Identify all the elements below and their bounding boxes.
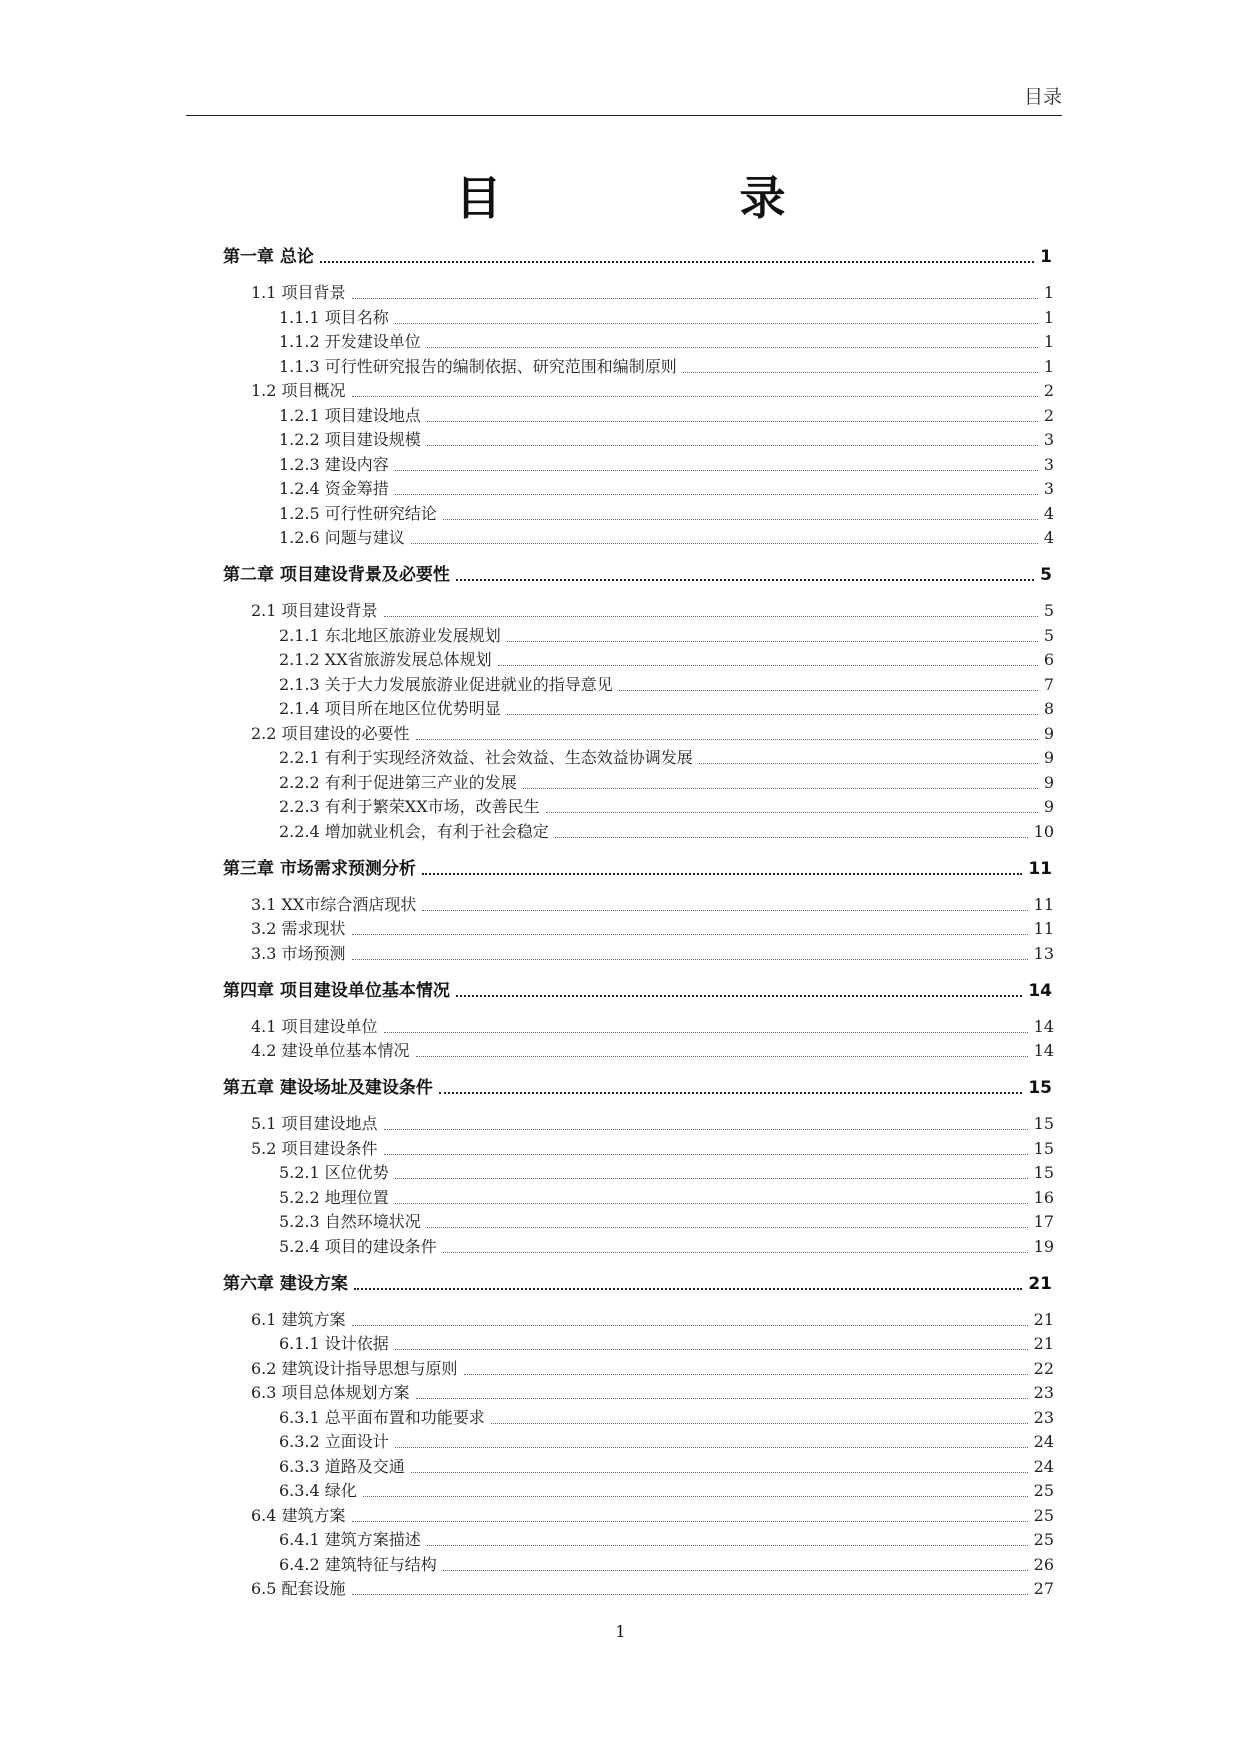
toc-entry-page: 14 xyxy=(1033,1016,1054,1036)
toc-entry[interactable] xyxy=(279,794,1054,818)
toc-entry[interactable] xyxy=(279,1552,1054,1576)
toc-entry[interactable] xyxy=(279,354,1054,378)
toc-dot-leader xyxy=(422,873,1022,875)
toc-dot-leader xyxy=(619,690,1038,691)
toc-entry-title: 6.3.4 绿化 xyxy=(279,1481,357,1500)
toc-entry-title: 6.1 建筑方案 xyxy=(251,1309,346,1329)
toc-entry[interactable] xyxy=(279,1160,1054,1184)
toc-entry[interactable] xyxy=(251,1307,1054,1331)
toc-entry-page: 5 xyxy=(1040,565,1052,585)
toc-dot-leader xyxy=(427,445,1038,446)
toc-dot-leader xyxy=(411,543,1038,544)
toc-entry-page: 1 xyxy=(1043,332,1054,351)
toc-entry[interactable] xyxy=(279,501,1054,525)
toc-entry-title: 2.1.4 项目所在地区位优势明显 xyxy=(279,699,501,718)
toc-entry-title: 1.1.3 可行性研究报告的编制依据、研究范围和编制原则 xyxy=(279,356,677,376)
toc-entry-title: 3.3 市场预测 xyxy=(251,943,346,963)
toc-dot-leader xyxy=(491,1423,1028,1424)
toc-dot-leader xyxy=(354,1288,1022,1290)
toc-entry[interactable] xyxy=(279,329,1054,353)
toc-entry-title: 1.2.3 建设内容 xyxy=(279,454,389,474)
toc-entry-page: 10 xyxy=(1033,821,1054,841)
toc-entry-page: 1 xyxy=(1043,283,1054,302)
toc-dot-leader xyxy=(352,1594,1028,1595)
toc-entry[interactable] xyxy=(279,672,1054,696)
toc-entry-page: 16 xyxy=(1033,1187,1054,1207)
toc-entry-title: 第四章 项目建设单位基本情况 xyxy=(223,980,450,1001)
toc-dot-leader xyxy=(320,261,1034,263)
toc-entry-title: 5.2.1 区位优势 xyxy=(279,1163,389,1182)
toc-entry[interactable] xyxy=(251,1111,1054,1135)
toc-entry-title: 3.1 XX市综合酒店现状 xyxy=(251,894,417,914)
toc-entry-title: 2.1.1 东北地区旅游业发展规划 xyxy=(279,625,501,645)
toc-entry-title: 2.1.2 XX省旅游发展总体规划 xyxy=(279,650,492,669)
toc-entry-title: 1.2.5 可行性研究结论 xyxy=(279,503,437,523)
toc-entry-title: 1.1 项目背景 xyxy=(251,283,346,302)
page-title: 目 录 xyxy=(455,171,882,225)
toc-entry[interactable] xyxy=(251,941,1054,965)
toc-entry-title: 1.2.4 资金筹措 xyxy=(279,479,389,498)
toc-entry[interactable] xyxy=(251,1356,1054,1380)
toc-entry-title: 1.2.1 项目建设地点 xyxy=(279,405,421,425)
toc-entry-title: 2.2.1 有利于实现经济效益、社会效益、生态效益协调发展 xyxy=(279,748,693,767)
toc-dot-leader xyxy=(523,788,1038,789)
toc-entry[interactable] xyxy=(279,1209,1054,1233)
toc-dot-leader xyxy=(422,910,1027,911)
toc-dot-leader xyxy=(395,1349,1028,1350)
toc-entry-title: 5.2 项目建设条件 xyxy=(251,1138,378,1158)
toc-entry-page: 14 xyxy=(1033,1041,1054,1060)
toc-entry-title: 2.2.4 增加就业机会，有利于社会稳定 xyxy=(279,821,549,841)
toc-dot-leader xyxy=(427,1545,1028,1546)
toc-entry-page: 15 xyxy=(1028,1078,1052,1098)
toc-entry-page: 7 xyxy=(1043,674,1054,694)
toc-entry-page: 11 xyxy=(1033,919,1054,938)
toc-entry[interactable] xyxy=(279,1527,1054,1551)
toc-entry-title: 2.2.2 有利于促进第三产业的发展 xyxy=(279,772,517,792)
toc-entry-page: 11 xyxy=(1033,894,1054,914)
toc-entry[interactable] xyxy=(251,892,1054,916)
toc-entry-page: 17 xyxy=(1033,1212,1054,1231)
toc-entry[interactable] xyxy=(279,770,1054,794)
toc-dot-leader xyxy=(507,641,1038,642)
toc-chapter-entry[interactable] xyxy=(223,562,1052,586)
toc-entry[interactable] xyxy=(279,1478,1054,1502)
toc-entry[interactable] xyxy=(279,623,1054,647)
toc-chapter-entry[interactable] xyxy=(223,1271,1052,1295)
toc-entry-page: 25 xyxy=(1033,1481,1054,1500)
toc-dot-leader xyxy=(699,763,1038,764)
toc-entry[interactable] xyxy=(279,1454,1054,1478)
toc-entry-title: 第三章 市场需求预测分析 xyxy=(223,858,416,879)
toc-dot-leader xyxy=(395,323,1038,324)
toc-entry-title: 5.2.3 自然环境状况 xyxy=(279,1212,421,1231)
toc-entry-page: 21 xyxy=(1033,1334,1054,1353)
toc-dot-leader xyxy=(352,1325,1028,1326)
toc-entry[interactable] xyxy=(279,403,1054,427)
toc-entry-title: 1.2.6 问题与建议 xyxy=(279,528,405,547)
toc-dot-leader xyxy=(395,1178,1028,1179)
toc-entry-page: 21 xyxy=(1033,1309,1054,1329)
toc-entry-page: 3 xyxy=(1043,430,1054,449)
toc-entry-page: 6 xyxy=(1043,650,1054,669)
toc-dot-leader xyxy=(395,1203,1028,1204)
toc-entry-title: 6.4.1 建筑方案描述 xyxy=(279,1530,421,1549)
toc-dot-leader xyxy=(427,421,1038,422)
toc-dot-leader xyxy=(352,959,1028,960)
toc-entry-page: 9 xyxy=(1043,772,1054,792)
toc-entry[interactable] xyxy=(251,598,1054,622)
toc-entry[interactable] xyxy=(251,1576,1054,1600)
toc-entry[interactable] xyxy=(279,1331,1054,1355)
toc-entry-title: 6.5 配套设施 xyxy=(251,1579,346,1598)
toc-entry-page: 23 xyxy=(1033,1383,1054,1402)
toc-entry-page: 26 xyxy=(1033,1554,1054,1574)
toc-entry[interactable] xyxy=(279,452,1054,476)
toc-entry-title: 1.2.2 项目建设规模 xyxy=(279,430,421,449)
toc-entry-page: 3 xyxy=(1043,454,1054,474)
toc-entry-title: 1.1.1 项目名称 xyxy=(279,307,389,327)
toc-entry-page: 25 xyxy=(1033,1530,1054,1549)
toc-entry-title: 第五章 建设场址及建设条件 xyxy=(223,1078,433,1098)
toc-dot-leader xyxy=(507,714,1038,715)
toc-entry-page: 3 xyxy=(1043,479,1054,498)
toc-dot-leader xyxy=(443,1570,1028,1571)
toc-entry[interactable] xyxy=(251,1038,1054,1062)
running-head: 目录 xyxy=(1023,86,1062,108)
toc-entry-title: 3.2 需求现状 xyxy=(251,919,346,938)
toc-entry[interactable] xyxy=(279,745,1054,769)
toc-entry-page: 5 xyxy=(1043,625,1054,645)
toc-dot-leader xyxy=(546,812,1038,813)
toc-entry[interactable] xyxy=(279,1429,1054,1453)
toc-entry-page: 9 xyxy=(1043,797,1054,816)
toc-dot-leader xyxy=(443,519,1038,520)
toc-entry-title: 6.1.1 设计依据 xyxy=(279,1334,389,1353)
toc-dot-leader xyxy=(555,837,1028,838)
toc-entry-page: 21 xyxy=(1028,1273,1052,1294)
toc-entry[interactable] xyxy=(279,1234,1054,1258)
toc-dot-leader xyxy=(498,665,1038,666)
toc-dot-leader xyxy=(439,1092,1022,1094)
toc-entry-title: 1.1.2 开发建设单位 xyxy=(279,332,421,351)
toc-entry-title: 6.3.2 立面设计 xyxy=(279,1432,389,1451)
toc-entry-title: 2.2 项目建设的必要性 xyxy=(251,723,410,743)
toc-dot-leader xyxy=(456,995,1022,997)
toc-entry-title: 5.2.2 地理位置 xyxy=(279,1187,389,1207)
toc-dot-leader xyxy=(352,934,1028,935)
toc-entry-page: 14 xyxy=(1028,980,1052,1001)
toc-entry-page: 19 xyxy=(1033,1236,1054,1256)
toc-dot-leader xyxy=(464,1374,1028,1375)
toc-entry-page: 15 xyxy=(1033,1138,1054,1158)
toc-dot-leader xyxy=(416,1398,1028,1399)
toc-entry-page: 4 xyxy=(1043,528,1054,547)
toc-entry-title: 4.1 项目建设单位 xyxy=(251,1016,378,1036)
toc-entry-page: 15 xyxy=(1033,1114,1054,1133)
toc-entry[interactable] xyxy=(279,427,1054,451)
toc-entry[interactable] xyxy=(279,476,1054,500)
toc-entry-page: 1 xyxy=(1043,307,1054,327)
toc-entry[interactable] xyxy=(251,1503,1054,1527)
toc-entry[interactable] xyxy=(251,721,1054,745)
toc-entry-page: 22 xyxy=(1033,1358,1054,1378)
toc-entry-title: 6.3 项目总体规划方案 xyxy=(251,1383,410,1402)
toc-entry-title: 6.4.2 建筑特征与结构 xyxy=(279,1554,437,1574)
toc-dot-leader xyxy=(395,470,1038,471)
toc-entry-page: 9 xyxy=(1043,723,1054,743)
toc-entry-title: 6.4 建筑方案 xyxy=(251,1505,346,1525)
toc-entry[interactable] xyxy=(251,378,1054,402)
toc-entry-title: 5.1 项目建设地点 xyxy=(251,1114,378,1133)
toc-dot-leader xyxy=(352,396,1038,397)
toc-entry[interactable] xyxy=(251,1014,1054,1038)
page-number: 1 xyxy=(615,1622,626,1641)
toc-entry-page: 8 xyxy=(1043,699,1054,718)
toc-entry[interactable] xyxy=(279,819,1054,843)
toc-entry-page: 1 xyxy=(1040,247,1052,267)
toc-entry-title: 6.2 建筑设计指导思想与原则 xyxy=(251,1358,458,1378)
toc-entry[interactable] xyxy=(279,525,1054,549)
toc-entry[interactable] xyxy=(251,916,1054,940)
toc-dot-leader xyxy=(363,1496,1028,1497)
toc-dot-leader xyxy=(411,1472,1028,1473)
toc-dot-leader xyxy=(384,616,1038,617)
toc-entry-page: 1 xyxy=(1043,356,1054,376)
toc-entry-page: 2 xyxy=(1043,405,1054,425)
toc-entry-page: 11 xyxy=(1028,858,1052,879)
toc-dot-leader xyxy=(683,372,1038,373)
toc-entry-page: 25 xyxy=(1033,1505,1054,1525)
toc-chapter-entry[interactable] xyxy=(223,1075,1052,1099)
toc-entry-page: 2 xyxy=(1043,381,1054,400)
toc-dot-leader xyxy=(416,739,1038,740)
toc-entry-page: 23 xyxy=(1033,1407,1054,1427)
toc-entry[interactable] xyxy=(279,647,1054,671)
toc-chapter-entry[interactable] xyxy=(223,244,1052,268)
toc-entry[interactable] xyxy=(251,1380,1054,1404)
toc-entry-page: 27 xyxy=(1033,1579,1054,1598)
toc-entry[interactable] xyxy=(279,305,1054,329)
toc-chapter-entry[interactable] xyxy=(223,856,1052,880)
toc-entry-page: 15 xyxy=(1033,1163,1054,1182)
toc-entry-title: 第六章 建设方案 xyxy=(223,1273,348,1294)
toc-dot-leader xyxy=(352,298,1038,299)
toc-entry-title: 第一章 总论 xyxy=(223,247,314,267)
toc-entry[interactable] xyxy=(279,1185,1054,1209)
toc-dot-leader xyxy=(427,347,1038,348)
toc-dot-leader xyxy=(395,494,1038,495)
toc-entry-page: 24 xyxy=(1033,1432,1054,1451)
toc-dot-leader xyxy=(384,1032,1028,1033)
toc-entry-title: 6.3.1 总平面布置和功能要求 xyxy=(279,1407,485,1427)
toc-entry-title: 第二章 项目建设背景及必要性 xyxy=(223,565,450,585)
toc-entry-title: 5.2.4 项目的建设条件 xyxy=(279,1236,437,1256)
toc-entry-title: 1.2 项目概况 xyxy=(251,381,346,400)
toc-dot-leader xyxy=(384,1129,1028,1130)
toc-dot-leader xyxy=(443,1252,1028,1253)
toc-entry-title: 2.1.3 关于大力发展旅游业促进就业的指导意见 xyxy=(279,674,613,694)
toc-dot-leader xyxy=(427,1227,1028,1228)
toc-entry[interactable] xyxy=(279,1405,1054,1429)
toc-entry-page: 4 xyxy=(1043,503,1054,523)
toc-dot-leader xyxy=(416,1056,1028,1057)
toc-entry[interactable] xyxy=(251,1136,1054,1160)
toc-entry[interactable] xyxy=(251,280,1054,304)
toc-dot-leader xyxy=(352,1521,1028,1522)
toc-dot-leader xyxy=(384,1154,1028,1155)
toc-entry-title: 2.1 项目建设背景 xyxy=(251,601,378,620)
toc-dot-leader xyxy=(395,1447,1028,1448)
toc-dot-leader xyxy=(456,579,1034,581)
toc-entry-page: 9 xyxy=(1043,748,1054,767)
toc-entry[interactable] xyxy=(279,696,1054,720)
toc-entry-page: 13 xyxy=(1033,943,1054,963)
toc-chapter-entry[interactable] xyxy=(223,978,1052,1002)
toc-entry-title: 4.2 建设单位基本情况 xyxy=(251,1041,410,1060)
toc-entry-page: 5 xyxy=(1043,601,1054,620)
toc-entry-page: 24 xyxy=(1033,1456,1054,1476)
toc-entry-title: 2.2.3 有利于繁荣XX市场，改善民生 xyxy=(279,797,540,816)
toc-entry-title: 6.3.3 道路及交通 xyxy=(279,1456,405,1476)
